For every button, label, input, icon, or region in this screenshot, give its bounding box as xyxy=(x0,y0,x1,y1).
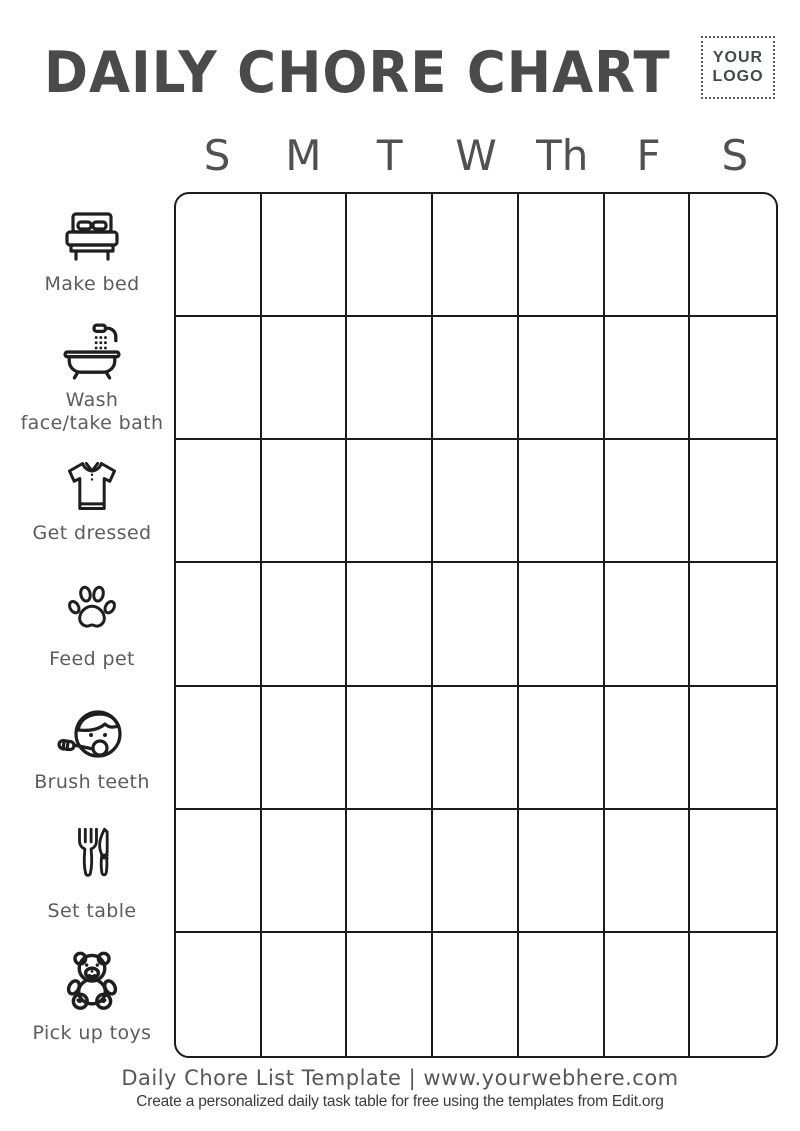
chore-day-cell-r5-c7[interactable] xyxy=(690,687,776,810)
chore-day-cell-r5-c1[interactable] xyxy=(176,687,262,810)
chore-day-cell-r7-c2[interactable] xyxy=(262,933,348,1056)
footer-edit-org-note: Create a personalized daily task table for free using the templates from Edit.org xyxy=(136,1093,664,1110)
bathtub-icon xyxy=(57,321,127,381)
chore-day-cell-r3-c7[interactable] xyxy=(690,440,776,563)
bed-icon xyxy=(59,211,125,265)
logo-placeholder xyxy=(701,36,775,99)
chore-day-cell-r5-c2[interactable] xyxy=(262,687,348,810)
chore-day-cell-r1-c3[interactable] xyxy=(347,194,433,317)
chore-day-cell-r2-c1[interactable] xyxy=(176,317,262,440)
chore-day-cell-r6-c3[interactable] xyxy=(347,810,433,933)
chore-day-cell-r3-c6[interactable] xyxy=(605,440,691,563)
logo-text-line2: LOGO xyxy=(712,67,764,85)
brush-teeth-icon xyxy=(54,703,130,763)
chore-day-cell-r1-c2[interactable] xyxy=(262,194,348,317)
chore-day-cell-r5-c3[interactable] xyxy=(347,687,433,810)
chore-day-cell-r4-c6[interactable] xyxy=(605,563,691,686)
teddy-bear-icon xyxy=(57,948,127,1014)
chore-day-cell-r1-c4[interactable] xyxy=(433,194,519,317)
chore-day-cell-r5-c6[interactable] xyxy=(605,687,691,810)
chore-day-cell-r5-c5[interactable] xyxy=(519,687,605,810)
chore-day-cell-r7-c6[interactable] xyxy=(605,933,691,1056)
chore-day-cell-r4-c5[interactable] xyxy=(519,563,605,686)
paw-print-icon xyxy=(64,580,120,640)
chore-day-cell-r2-c5[interactable] xyxy=(519,317,605,440)
chore-row-header xyxy=(12,687,172,811)
day-header-letter-7: S xyxy=(721,131,749,180)
chore-day-cell-r3-c3[interactable] xyxy=(347,440,433,563)
chore-day-cell-r2-c2[interactable] xyxy=(262,317,348,440)
chore-day-cell-r7-c3[interactable] xyxy=(347,933,433,1056)
chore-row-header xyxy=(12,439,172,563)
chore-day-cell-r3-c4[interactable] xyxy=(433,440,519,563)
chore-label: Feed pet xyxy=(49,647,135,670)
day-header-letter-2: M xyxy=(285,131,322,180)
chore-day-cell-r1-c1[interactable] xyxy=(176,194,262,317)
chore-row-header xyxy=(12,934,172,1058)
chore-day-cell-r2-c6[interactable] xyxy=(605,317,691,440)
page-title: DAILY CHORE CHART xyxy=(44,40,671,106)
chore-label: Wash face/take bath xyxy=(20,388,164,434)
chore-day-cell-r7-c1[interactable] xyxy=(176,933,262,1056)
day-header-letter-1: S xyxy=(203,131,231,180)
footer-template-credit: Daily Chore List Template | www.yourwebhere.com xyxy=(121,1066,679,1090)
day-header-letter-3: T xyxy=(376,131,403,180)
tshirt-icon xyxy=(62,458,122,514)
chore-day-cell-r3-c5[interactable] xyxy=(519,440,605,563)
chore-day-cell-r6-c2[interactable] xyxy=(262,810,348,933)
chore-grid xyxy=(174,192,778,1058)
chore-label: Pick up toys xyxy=(32,1021,152,1044)
chore-day-cell-r1-c5[interactable] xyxy=(519,194,605,317)
chore-day-cell-r4-c2[interactable] xyxy=(262,563,348,686)
chore-day-cell-r4-c1[interactable] xyxy=(176,563,262,686)
chore-day-cell-r6-c4[interactable] xyxy=(433,810,519,933)
logo-text-line1: YOUR xyxy=(712,49,764,67)
chore-day-cell-r6-c1[interactable] xyxy=(176,810,262,933)
chore-day-cell-r5-c4[interactable] xyxy=(433,687,519,810)
chore-label: Brush teeth xyxy=(34,771,150,794)
chore-row-header xyxy=(12,811,172,935)
chore-day-cell-r6-c7[interactable] xyxy=(690,810,776,933)
day-header-letter-6: F xyxy=(636,131,661,180)
fork-knife-icon xyxy=(67,822,117,892)
day-header-letter-5: Th xyxy=(536,131,589,180)
chore-day-cell-r4-c7[interactable] xyxy=(690,563,776,686)
footer xyxy=(0,1066,800,1111)
chore-row-header xyxy=(12,563,172,687)
chore-day-cell-r7-c7[interactable] xyxy=(690,933,776,1056)
chore-row-header xyxy=(12,316,172,440)
chore-day-cell-r2-c3[interactable] xyxy=(347,317,433,440)
chore-label: Set table xyxy=(47,900,137,923)
chore-day-cell-r2-c4[interactable] xyxy=(433,317,519,440)
chore-day-cell-r4-c4[interactable] xyxy=(433,563,519,686)
chore-day-cell-r7-c4[interactable] xyxy=(433,933,519,1056)
chore-day-cell-r6-c6[interactable] xyxy=(605,810,691,933)
chore-day-cell-r7-c5[interactable] xyxy=(519,933,605,1056)
chore-day-cell-r1-c6[interactable] xyxy=(605,194,691,317)
chore-day-cell-r3-c2[interactable] xyxy=(262,440,348,563)
chore-label: Make bed xyxy=(44,273,140,296)
chore-list-column xyxy=(12,192,172,1058)
chore-day-cell-r1-c7[interactable] xyxy=(690,194,776,317)
chore-day-cell-r6-c5[interactable] xyxy=(519,810,605,933)
chore-day-cell-r3-c1[interactable] xyxy=(176,440,262,563)
day-header-row xyxy=(174,126,778,182)
chore-day-cell-r4-c3[interactable] xyxy=(347,563,433,686)
day-header-letter-4: W xyxy=(455,131,497,180)
chore-row-header xyxy=(12,192,172,316)
chore-day-cell-r2-c7[interactable] xyxy=(690,317,776,440)
chore-label: Get dressed xyxy=(32,521,152,544)
